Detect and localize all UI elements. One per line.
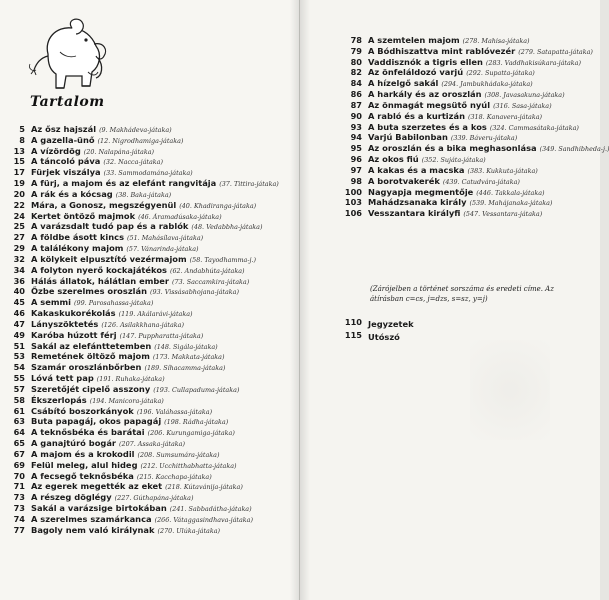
toc-entry: [340, 111, 598, 122]
toc-entry: [4, 243, 290, 254]
page-number: 106: [344, 208, 362, 219]
toc-entry: [4, 286, 290, 297]
page-number: 87: [350, 99, 362, 110]
toc-entry: [4, 276, 290, 287]
toc-entry: [4, 362, 290, 373]
toc-entry: [4, 384, 290, 395]
toc-entry: [4, 254, 290, 265]
jataka-source: (73. Saccamkira-játaka): [172, 277, 250, 286]
toc-entry: [4, 492, 290, 503]
left-page: [0, 0, 300, 600]
jataka-source: (57. Vánarinda-játaka): [126, 245, 199, 254]
jataka-source: (208. Sumsumára-játaka): [137, 450, 220, 459]
story-title: Fürjek viszálya: [31, 167, 101, 178]
jataka-source: (318. Kanavera-játaka): [467, 112, 543, 121]
jataka-source: (12. Nigrodhamiga-játaka): [97, 136, 184, 145]
toc-entry: [340, 46, 598, 57]
page-number: 77: [13, 524, 25, 535]
story-title: Mára, a Gonosz, megszégyenül: [31, 199, 177, 210]
toc-entry: [4, 449, 290, 460]
story-title: A rabló és a kurtizán: [368, 110, 465, 121]
story-title: Az egerek megették az eket: [31, 481, 163, 492]
story-title: A találékony majom: [31, 243, 124, 254]
page-number: 19: [13, 178, 25, 189]
page-number: 47: [13, 318, 25, 329]
toc-entry: [340, 143, 609, 154]
page-number: 96: [350, 154, 362, 165]
jataka-source: (547. Vessantara-játaka): [463, 210, 543, 219]
toc-entry: [4, 351, 290, 362]
toc-appendix-list: [340, 316, 540, 341]
story-title: Sakál a varázsige birtokában: [31, 502, 167, 513]
page-number: 110: [344, 317, 362, 327]
page-title: Tartalom: [30, 94, 105, 110]
page-number: 64: [13, 427, 25, 438]
story-title: Az ősz hajszál: [31, 124, 97, 134]
story-title: A kakas és a macska: [368, 164, 465, 175]
toc-entry: [4, 308, 290, 319]
jataka-source: (46. Áramadúsaka-játaka): [138, 212, 222, 221]
story-title: Sakál az elefánttetemben: [31, 340, 152, 351]
toc-list-right: [340, 35, 609, 219]
story-title: Varjú Babilonban: [368, 132, 448, 143]
toc-entry: [4, 341, 290, 352]
page-number: 78: [350, 35, 362, 45]
jataka-source: (352. Sujáta-játaka): [421, 156, 486, 165]
jataka-source: (207. Assaka-játaka): [119, 440, 185, 449]
jataka-source: (446. Takkala-játaka): [476, 188, 545, 197]
story-title: A vízördög: [31, 145, 81, 156]
page-number: 93: [350, 121, 362, 132]
story-title: Az önmagát megsütő nyúl: [368, 99, 491, 110]
toc-entry: [340, 100, 598, 111]
page-number: 69: [13, 459, 25, 470]
page-number: 100: [344, 186, 362, 197]
toc-entry: [4, 167, 290, 178]
story-title: A fecsegő teknősbéka: [31, 470, 134, 481]
story-title: Karóba húzott férj: [31, 329, 117, 340]
jataka-source: (37. Tittira-játaka): [219, 180, 279, 189]
jataka-source: (266. Vátaggasindhava-játaka): [154, 515, 253, 524]
page-number: 5: [19, 124, 25, 134]
toc-entry: [4, 319, 290, 330]
story-title: Szeretőjét cipelő asszony: [31, 383, 151, 394]
jataka-source: (194. Manicora-játaka): [89, 396, 164, 405]
page-number: 57: [13, 383, 25, 394]
jataka-source: (215. Kacchapa-játaka): [136, 472, 212, 481]
jataka-source: (278. Mahisa-játaka): [462, 37, 530, 45]
jataka-source: (270. Ulúka-játaka): [157, 526, 221, 535]
toc-entry: [4, 503, 290, 514]
page-number: 65: [13, 438, 25, 449]
story-title: A buta szerzetes és a kos: [368, 121, 487, 132]
jataka-source: (241. Sabbadátha-játaka): [169, 504, 252, 513]
page-number: 86: [350, 89, 362, 100]
page-number: 82: [350, 67, 362, 78]
page-number: 63: [13, 416, 25, 427]
toc-entry: [4, 406, 290, 417]
jataka-source: (189. Síhacamma-játaka): [144, 364, 226, 373]
story-title: A semmi: [31, 297, 72, 308]
toc-entry: [4, 416, 290, 427]
page-number: 32: [13, 253, 25, 264]
page-number: 15: [13, 156, 25, 167]
jataka-source: (9. Makhádeva-játaka): [99, 126, 172, 134]
toc-entry: [4, 373, 290, 384]
page-number: 20: [13, 188, 25, 199]
page-number: 17: [13, 167, 25, 178]
page-number: 73: [13, 492, 25, 503]
toc-entry: [4, 156, 290, 167]
page-number: 36: [13, 275, 25, 286]
jataka-source: (349. Sandhibheda-j.): [539, 145, 609, 154]
page-number: 49: [13, 329, 25, 340]
toc-entry: [340, 176, 598, 187]
jataka-source: (206. Kurungamiga-játaka): [147, 429, 235, 438]
jataka-source: (173. Makkata-játaka): [152, 353, 225, 362]
story-title: A földbe ásott kincs: [31, 232, 125, 243]
page-number: 103: [344, 197, 362, 208]
page-number: 67: [13, 448, 25, 459]
toc-entry: [4, 232, 290, 243]
story-title: Ékszerlopás: [31, 394, 87, 405]
page-number: 71: [13, 481, 25, 492]
jataka-source: (32. Nacca-játaka): [103, 158, 163, 167]
toc-entry: [4, 211, 290, 222]
story-title: Bagoly nem való királynak: [31, 524, 155, 535]
page-number: 95: [350, 143, 362, 154]
toc-entry: [340, 122, 598, 133]
story-title: Csábító boszorkányok: [31, 405, 134, 416]
jataka-source: (292. Supatta-játaka): [466, 69, 535, 78]
page-number: 115: [344, 329, 362, 340]
story-title: Kertet öntöző majmok: [31, 210, 136, 221]
page-number: 25: [13, 221, 25, 232]
story-title: A gazella-ünő: [31, 134, 95, 145]
toc-entry: [4, 427, 290, 438]
jataka-source: (51. Mahásílava-játaka): [127, 234, 204, 243]
jataka-source: (93. Vissásabhojana-játaka): [150, 288, 239, 297]
page-number: 54: [13, 362, 25, 373]
page-number: 70: [13, 470, 25, 481]
page-number: 34: [13, 264, 25, 275]
story-title: A ganajtúró bogár: [31, 438, 117, 449]
toc-entry: [340, 165, 598, 176]
story-title: A rák és a kócsag: [31, 188, 113, 199]
jataka-source: (148. Sigála-játaka): [154, 342, 218, 351]
toc-entry: [340, 132, 598, 143]
toc-entry: [340, 187, 598, 198]
page-number: 94: [350, 132, 362, 143]
toc-entry: [340, 67, 598, 78]
toc-entry: [4, 146, 290, 157]
story-title: Az önfeláldozó varjú: [368, 67, 464, 78]
story-title: A majom és a krokodil: [31, 448, 135, 459]
story-title: Őzbe szerelmes oroszlán: [31, 286, 148, 297]
elephant-illustration: [26, 14, 112, 96]
toc-entry: [4, 471, 290, 482]
story-title: A harkály és az oroszlán: [368, 89, 482, 100]
jataka-source: (38. Baka-játaka): [115, 190, 172, 199]
jataka-source: (316. Sasa-játaka): [493, 101, 552, 110]
jataka-source: (294. Jambukhádaka-játaka): [441, 80, 533, 89]
toc-entry: [340, 316, 540, 329]
jataka-source: (191. Ruhaka-játaka): [96, 375, 165, 384]
toc-entry: [4, 481, 290, 492]
toc-entry: [4, 200, 290, 211]
toc-entry: [4, 221, 290, 232]
page-number: 29: [13, 243, 25, 254]
jataka-source: (48. Vedabbha-játaka): [191, 223, 263, 232]
page-number: 58: [13, 394, 25, 405]
page-number: 98: [350, 175, 362, 186]
story-title: A hízelgő sakál: [368, 78, 439, 89]
jataka-source: (196. Valáhassa-játaka): [136, 407, 213, 416]
page-number: 13: [13, 145, 25, 156]
story-title: A varázsdalt tudó pap és a rablók: [31, 221, 189, 232]
page-number: 90: [350, 110, 362, 121]
page-number: 73: [13, 502, 25, 513]
toc-entry: [4, 525, 290, 536]
jataka-source: (126. Asilakkhana-játaka): [101, 320, 184, 329]
page-number: 45: [13, 297, 25, 308]
jataka-source: (40. Khadiranga-játaka): [179, 201, 257, 210]
jataka-source: (198. Rádha-játaka): [164, 418, 229, 427]
story-title: Nagyapja megmentője: [368, 186, 474, 197]
jataka-source: (218. Kútavánija-játaka): [165, 483, 243, 492]
story-title: Az okos fiú: [368, 154, 419, 165]
toc-entry: [340, 78, 598, 89]
jataka-source: (283. Vaddhakisúkara-játaka): [485, 58, 581, 67]
jataka-source: (62. Andabhúta-játaka): [169, 266, 245, 275]
story-title: Remetének öltöző majom: [31, 351, 150, 362]
toc-entry: [4, 124, 290, 135]
toc-entry: [4, 438, 290, 449]
story-title: Buta papagáj, okos papagáj: [31, 416, 162, 427]
story-title: A részeg döglégy: [31, 492, 112, 503]
story-title: Az oroszlán és a bika meghasonlása: [368, 143, 537, 154]
page-number: 22: [13, 199, 25, 210]
page-number: 55: [13, 373, 25, 384]
paper-smudge: [470, 340, 550, 440]
toc-entry: [340, 208, 598, 219]
toc-entry: [340, 89, 598, 100]
page-number: 61: [13, 405, 25, 416]
story-title: Mahádzsanaka király: [368, 197, 467, 208]
page-number: 8: [19, 134, 25, 145]
story-title: Felül meleg, alul hideg: [31, 459, 138, 470]
transliteration-note: (Zárójelben a történet sorszáma és eredeti címe. Az átírásban c=cs, j=dzs, s=sz, y=j): [370, 285, 554, 303]
page-number: 53: [13, 351, 25, 362]
story-title: A szerelmes szamárkanca: [31, 513, 152, 524]
toc-entry: [4, 330, 290, 341]
jataka-source: (33. Sammodamána-játaka): [103, 169, 193, 178]
story-title: Vaddisznók a tigris ellen: [368, 56, 483, 67]
toc-entry: [4, 297, 290, 308]
page-number: 51: [13, 340, 25, 351]
page-number: 80: [350, 56, 362, 67]
jataka-source: (324. Cammasátaka-játaka): [489, 123, 579, 132]
story-title: Lóvá tett pap: [31, 373, 94, 384]
jataka-source: (383. Kukkuta-játaka): [467, 166, 538, 175]
toc-entry: [4, 395, 290, 406]
toc-entry: [4, 135, 290, 146]
toc-entry: [4, 189, 290, 200]
story-title: Szamár oroszlánbőrben: [31, 362, 142, 373]
page-number: 97: [350, 164, 362, 175]
jataka-source: (20. Nalapána-játaka): [83, 147, 155, 156]
story-title: A kölykeit elpusztító vezérmajom: [31, 253, 187, 264]
toc-entry: [4, 178, 290, 189]
jataka-source: (539. Mahájanaka-játaka): [469, 199, 553, 208]
page-number: 74: [13, 513, 25, 524]
jataka-source: (212. Ucchitthabhatta-játaka): [140, 461, 237, 470]
page-number: 27: [13, 232, 25, 243]
jataka-source: (439. Catudvára-játaka): [442, 177, 520, 186]
jataka-source: (193. Cullapaduma-játaka): [153, 385, 240, 394]
page-number: 79: [350, 45, 362, 56]
jataka-source: (279. Satapatta-játaka): [518, 47, 593, 56]
jataka-source: (119. Akálarávi-játaka): [118, 310, 193, 319]
page-number: 24: [13, 210, 25, 221]
book-gutter: [290, 0, 310, 600]
story-title: A teknősbéka és barátai: [31, 427, 145, 438]
jataka-source: (308. Javasakuna-játaka): [484, 91, 565, 100]
toc-list-left: [4, 124, 290, 535]
story-title: A folyton nyerő kockajátékos: [31, 264, 167, 275]
toc-entry: [340, 57, 598, 68]
toc-entry: [4, 460, 290, 471]
jataka-source: (227. Gúthapána-játaka): [114, 494, 194, 503]
story-title: Hálás állatok, hálátlan ember: [31, 275, 170, 286]
story-title: A táncoló páva: [31, 156, 101, 167]
page-number: 46: [13, 308, 25, 319]
toc-entry: [340, 35, 598, 46]
story-title: Vesszantara királyfi: [368, 208, 461, 219]
jataka-source: (147. Puppharatta-játaka): [119, 331, 204, 340]
story-title: Utószó: [368, 331, 400, 342]
jataka-source: (58. Tayodhamma-j.): [189, 255, 256, 264]
story-title: A fürj, a majom és az elefánt rangvitája: [31, 178, 217, 189]
story-title: A Bódhiszattva mint rablóvezér: [368, 45, 516, 56]
page-number: 84: [350, 78, 362, 89]
jataka-source: (339. Báveru-játaka): [450, 134, 518, 143]
story-title: A borotvakerék: [368, 175, 440, 186]
story-title: Jegyzetek: [368, 319, 414, 329]
toc-entry: [340, 154, 598, 165]
story-title: A szemtelen majom: [368, 35, 460, 45]
toc-entry: [4, 265, 290, 276]
toc-entry: [4, 514, 290, 525]
page-number: 40: [13, 286, 25, 297]
story-title: Lányszöktetés: [31, 318, 99, 329]
story-title: Kakaskukorékolás: [31, 308, 116, 319]
jataka-source: (99. Parosahassa-játaka): [74, 299, 154, 308]
toc-entry: [340, 197, 598, 208]
